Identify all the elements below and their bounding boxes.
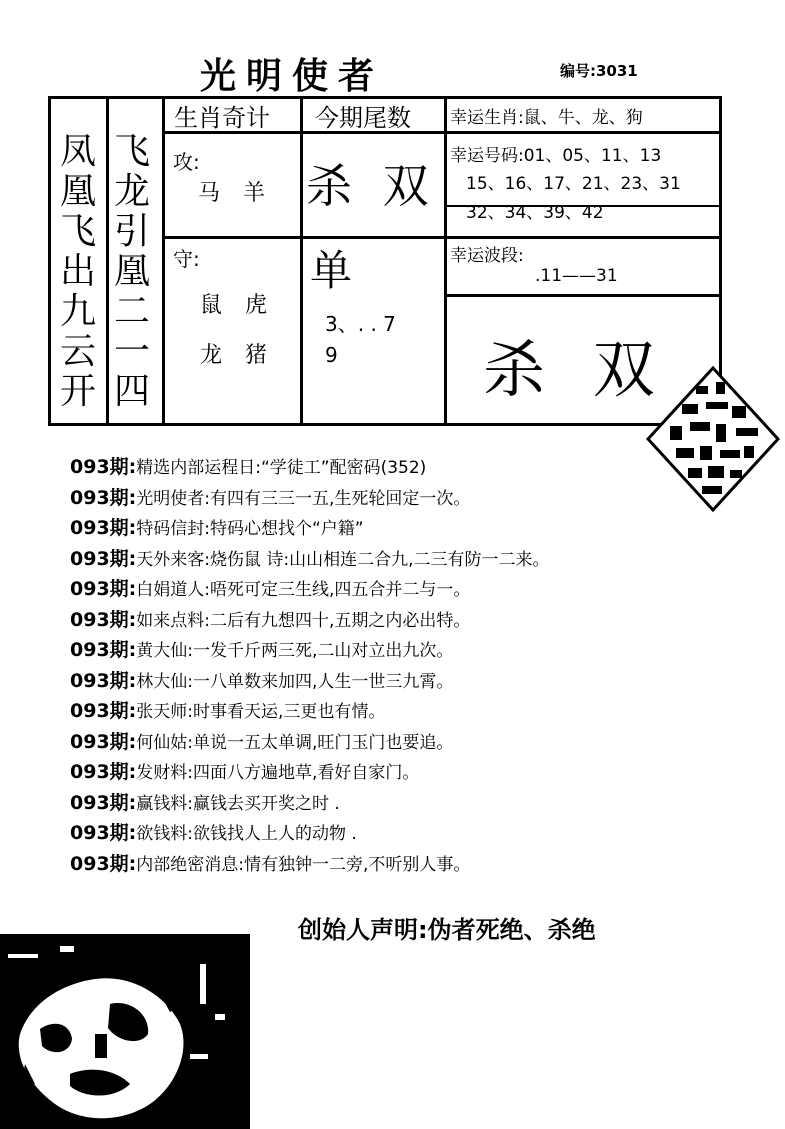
defend-values-2: 龙 猪 xyxy=(200,343,275,368)
period-line xyxy=(70,544,550,575)
lucky-numbers-line-2: 15、16、17、21、23、31 xyxy=(466,174,681,194)
period-line xyxy=(70,483,550,514)
period-number: 093期: xyxy=(70,669,137,692)
period-line xyxy=(70,849,550,880)
period-number: 093期: xyxy=(70,456,137,478)
period-line xyxy=(70,666,550,697)
vertical-char: 飞 xyxy=(113,131,150,172)
period-text: 黄大仙:一发千斤两三死,二山对立出九次。 xyxy=(136,641,454,661)
period-text: 张天师:时事看天运,三更也有情。 xyxy=(136,702,386,722)
period-line xyxy=(70,574,550,605)
grid-divider xyxy=(444,236,719,239)
single-numbers-2: 9 xyxy=(325,343,338,367)
grid-divider xyxy=(444,294,719,297)
vertical-char: 四 xyxy=(113,371,150,412)
period-line xyxy=(70,727,550,758)
period-line xyxy=(70,788,550,819)
period-text: 何仙姑:单说一五太单调,旺门玉门也要追。 xyxy=(136,732,454,753)
serial-number: 编号:3031 xyxy=(560,62,638,80)
single-numbers-1: 3、. . 7 xyxy=(325,312,396,336)
period-text: 林大仙:一八单数来加四,人生一世三九霄。 xyxy=(136,671,454,692)
attack-values: 马 羊 xyxy=(198,181,273,206)
period-line xyxy=(70,696,550,727)
vertical-char: 龙 xyxy=(113,171,150,212)
vertical-char: 出 xyxy=(59,251,96,292)
lucky-wave-range: .11——31 xyxy=(535,266,618,286)
period-number: 093期: xyxy=(70,639,137,661)
grid-divider xyxy=(300,99,303,423)
period-number: 093期: xyxy=(70,730,137,753)
period-number: 093期: xyxy=(70,791,137,814)
defend-values-1: 鼠 虎 xyxy=(200,293,275,318)
period-number: 093期: xyxy=(70,517,137,539)
period-number: 093期: xyxy=(70,761,137,783)
kill-double-top: 杀 双 xyxy=(306,159,437,213)
period-number: 093期: xyxy=(70,700,137,722)
period-text: 精选内部运程日:“学徒工”配密码(352) xyxy=(136,458,427,478)
vertical-char: 凰 xyxy=(59,171,96,212)
lucky-numbers-line-1: 幸运号码:01、05、11、13 xyxy=(450,146,662,166)
period-number: 093期: xyxy=(70,486,137,509)
period-text: 光明使者:有四有三三一五,生死轮回定一次。 xyxy=(136,488,471,509)
vertical-phrase-1 xyxy=(56,132,100,412)
vertical-char: 飞 xyxy=(59,211,96,252)
period-text: 欲钱料:欲钱找人上人的动物 . xyxy=(136,824,357,844)
vertical-char: 九 xyxy=(59,291,96,332)
period-line xyxy=(70,605,550,636)
decorative-photo-icon xyxy=(0,934,250,1129)
vertical-char: 一 xyxy=(113,331,150,372)
vertical-char: 云 xyxy=(59,331,96,372)
single-label: 单 xyxy=(310,246,353,295)
header-tail: 今期尾数 xyxy=(315,104,411,132)
attack-label: 攻: xyxy=(173,150,200,174)
vertical-char: 开 xyxy=(59,371,96,412)
period-line xyxy=(70,818,550,849)
lucky-wave-label: 幸运波段: xyxy=(450,246,524,266)
seal-stamp-icon xyxy=(646,366,780,512)
period-text: 白娟道人:唔死可定三生线,四五合并二与一。 xyxy=(136,580,471,600)
period-number: 093期: xyxy=(70,852,137,875)
page-title: 光明使者 xyxy=(200,56,385,97)
founder-declaration: 创始人声明:伪者死绝、杀绝 xyxy=(298,916,596,944)
grid-divider xyxy=(106,99,109,423)
period-line xyxy=(70,513,550,544)
period-number: 093期: xyxy=(70,822,137,844)
vertical-phrase-2 xyxy=(110,132,154,412)
vertical-char: 引 xyxy=(113,211,150,252)
period-line xyxy=(70,452,550,483)
grid-divider xyxy=(162,99,165,423)
period-text: 赢钱料:赢钱去买开奖之时 . xyxy=(136,793,340,814)
vertical-char: 二 xyxy=(113,291,150,332)
period-number: 093期: xyxy=(70,547,137,570)
period-list xyxy=(70,452,550,879)
period-line xyxy=(70,757,550,788)
grid-divider xyxy=(162,236,447,239)
period-text: 特码信封:特码心想找个“户籍” xyxy=(136,519,364,539)
lucky-zodiac: 幸运生肖:鼠、牛、龙、狗 xyxy=(450,108,643,128)
period-line xyxy=(70,635,550,666)
grid-divider xyxy=(444,99,447,423)
lucky-numbers-line-3: 32、34、39、42 xyxy=(466,203,604,223)
kill-double-bottom: 杀 双 xyxy=(483,333,669,406)
period-number: 093期: xyxy=(70,608,137,631)
period-text: 发财料:四面八方遍地草,看好自家门。 xyxy=(136,763,420,783)
period-text: 天外来客:烧伤鼠 诗:山山相连二合九,二三有防一二来。 xyxy=(136,549,550,570)
header-zodiac: 生肖奇计 xyxy=(174,104,270,132)
vertical-char: 凰 xyxy=(113,251,150,292)
period-text: 如来点料:二后有九想四十,五期之内必出特。 xyxy=(136,610,471,631)
defend-label: 守: xyxy=(173,247,200,271)
vertical-char: 凤 xyxy=(59,131,96,172)
period-text: 内部绝密消息:情有独钟一二旁,不听别人事。 xyxy=(136,854,471,875)
period-number: 093期: xyxy=(70,578,137,600)
